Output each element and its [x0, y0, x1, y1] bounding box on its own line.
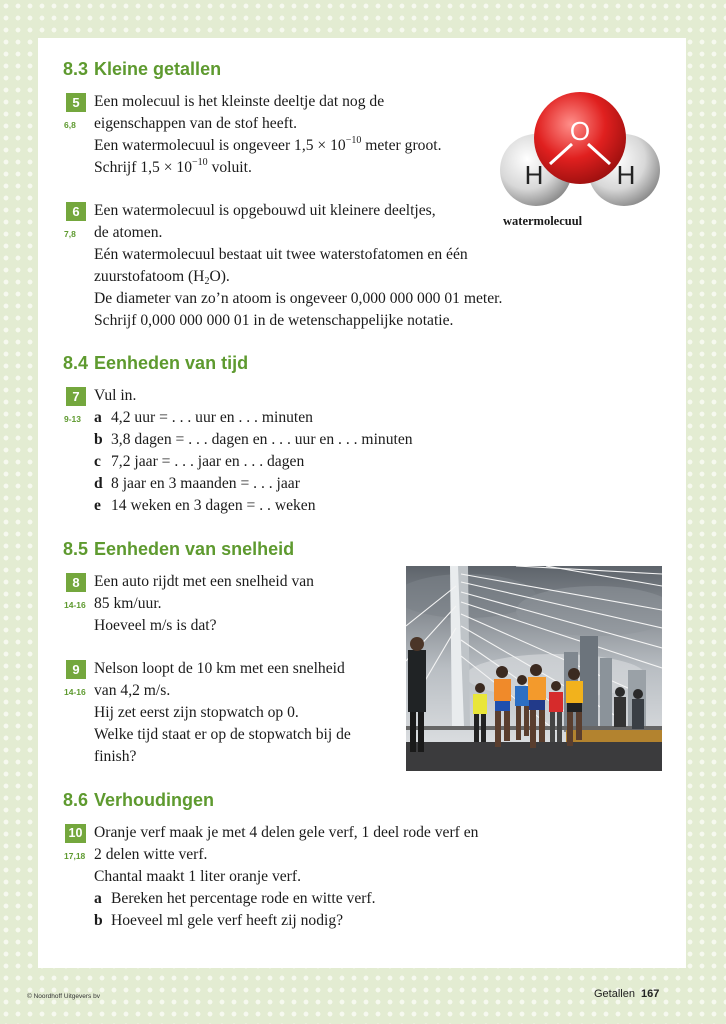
exercise-8-badge: 8: [66, 573, 86, 592]
exercise-9-line: finish?: [94, 748, 137, 765]
exercise-5-line: eigenschappen van de stof heeft.: [94, 115, 298, 132]
exercise-9-line: Nelson loopt de 10 km met een snelheid: [94, 660, 345, 677]
footer-copyright: © Noordhoff Uitgevers bv: [27, 993, 100, 1000]
section-heading-8-4: 8.4 Eenheden van tijd: [63, 353, 249, 373]
molecule-caption: watermolecuul: [503, 214, 583, 228]
oxygen-label: O: [569, 116, 591, 146]
exercise-10-line: Oranje verf maak je met 4 delen gele verf, 1 deel rode verf en: [94, 824, 479, 841]
exercise-10-line: 2 delen witte verf.: [94, 846, 208, 863]
exercise-9-line: Hij zet eerst zijn stopwatch op 0.: [94, 704, 299, 721]
exercise-10-badge: 10: [65, 824, 86, 843]
water-molecule-illustration: [498, 88, 664, 212]
exercise-6-line: Eén watermolecuul bestaat uit twee waterstofatomen en één: [94, 246, 468, 263]
exercise-10-ref: 17,18: [64, 851, 86, 861]
exercise-6-line: De diameter van zo’n atoom is ongeveer 0,000 000 000 01 meter.: [94, 290, 503, 307]
exercise-8-line: Een auto rijdt met een snelheid van: [94, 573, 314, 590]
exercise-7-item: c 7,2 jaar = . . . jaar en . . . dagen: [94, 453, 305, 470]
exercise-9-ref: 14-16: [64, 687, 86, 697]
exercise-8-line: 85 km/uur.: [94, 595, 162, 612]
exercise-10-line: Chantal maakt 1 liter oranje verf.: [94, 868, 301, 885]
exercise-9-line: Welke tijd staat er op de stopwatch bij de: [94, 726, 351, 743]
exercise-6-line: zuurstofatoom $(H_2O)$.: [94, 268, 230, 287]
exercise-7-intro: Vul in.: [94, 387, 137, 404]
section-heading-8-6: 8.6 Verhoudingen: [63, 790, 215, 810]
exercise-10-item: a Bereken het percentage rode en witte verf.: [94, 890, 376, 907]
exercise-7-item: a 4,2 uur = . . . uur en . . . minuten: [94, 409, 313, 426]
exercise-8-line: Hoeveel m/s is dat?: [94, 617, 217, 634]
exercise-7-item: d 8 jaar en 3 maanden = . . . jaar: [94, 475, 300, 492]
exercise-7-badge: 7: [66, 387, 86, 406]
exercise-5-line: Een molecuul is het kleinste deeltje dat nog de: [94, 93, 385, 110]
exercise-6-line: Een watermolecuul is opgebouwd uit kleinere deeltjes,: [94, 202, 436, 219]
hydrogen-label: H: [616, 160, 636, 190]
exercise-10-item: b Hoeveel ml gele verf heeft zij nodig?: [94, 912, 344, 929]
exercise-7-item: e 14 weken en 3 dagen = . . weken: [94, 497, 316, 514]
exercise-5-ref: 6,8: [64, 120, 76, 130]
exercise-5-line: Schrijf $1,5 \times 10^{-10}$ voluit.: [94, 157, 252, 176]
exercise-9-line: van 4,2 m/s.: [94, 682, 171, 699]
marathon-photo: [406, 566, 662, 771]
section-heading-8-3: 8.3 Kleine getallen: [63, 59, 222, 79]
exercise-6-ref: 7,8: [64, 229, 76, 239]
exercise-6-badge: 6: [66, 202, 86, 221]
exercise-8-ref: 14-16: [64, 600, 86, 610]
exercise-7-ref: 9-13: [64, 414, 82, 424]
footer-page-info: [594, 988, 659, 1000]
exercise-9-badge: 9: [66, 660, 86, 679]
exercise-5-line: Een watermolecuul is ongeveer $1,5 \times 10^{-10}$ meter groot.: [94, 135, 442, 154]
hydrogen-label: H: [524, 160, 544, 190]
footer-chapter: Getallen: [594, 988, 635, 1000]
section-heading-8-5: 8.5 Eenheden van snelheid: [63, 539, 295, 559]
exercise-6-line: Schrijf 0,000 000 000 01 in de wetenschappelijke notatie.: [94, 312, 454, 329]
exercise-6-line: de atomen.: [94, 224, 163, 241]
footer-page-number: 167: [640, 988, 660, 1000]
exercise-7-item: b 3,8 dagen = . . . dagen en . . . uur en . . . minuten: [94, 431, 413, 448]
exercise-5-badge: 5: [66, 93, 86, 112]
